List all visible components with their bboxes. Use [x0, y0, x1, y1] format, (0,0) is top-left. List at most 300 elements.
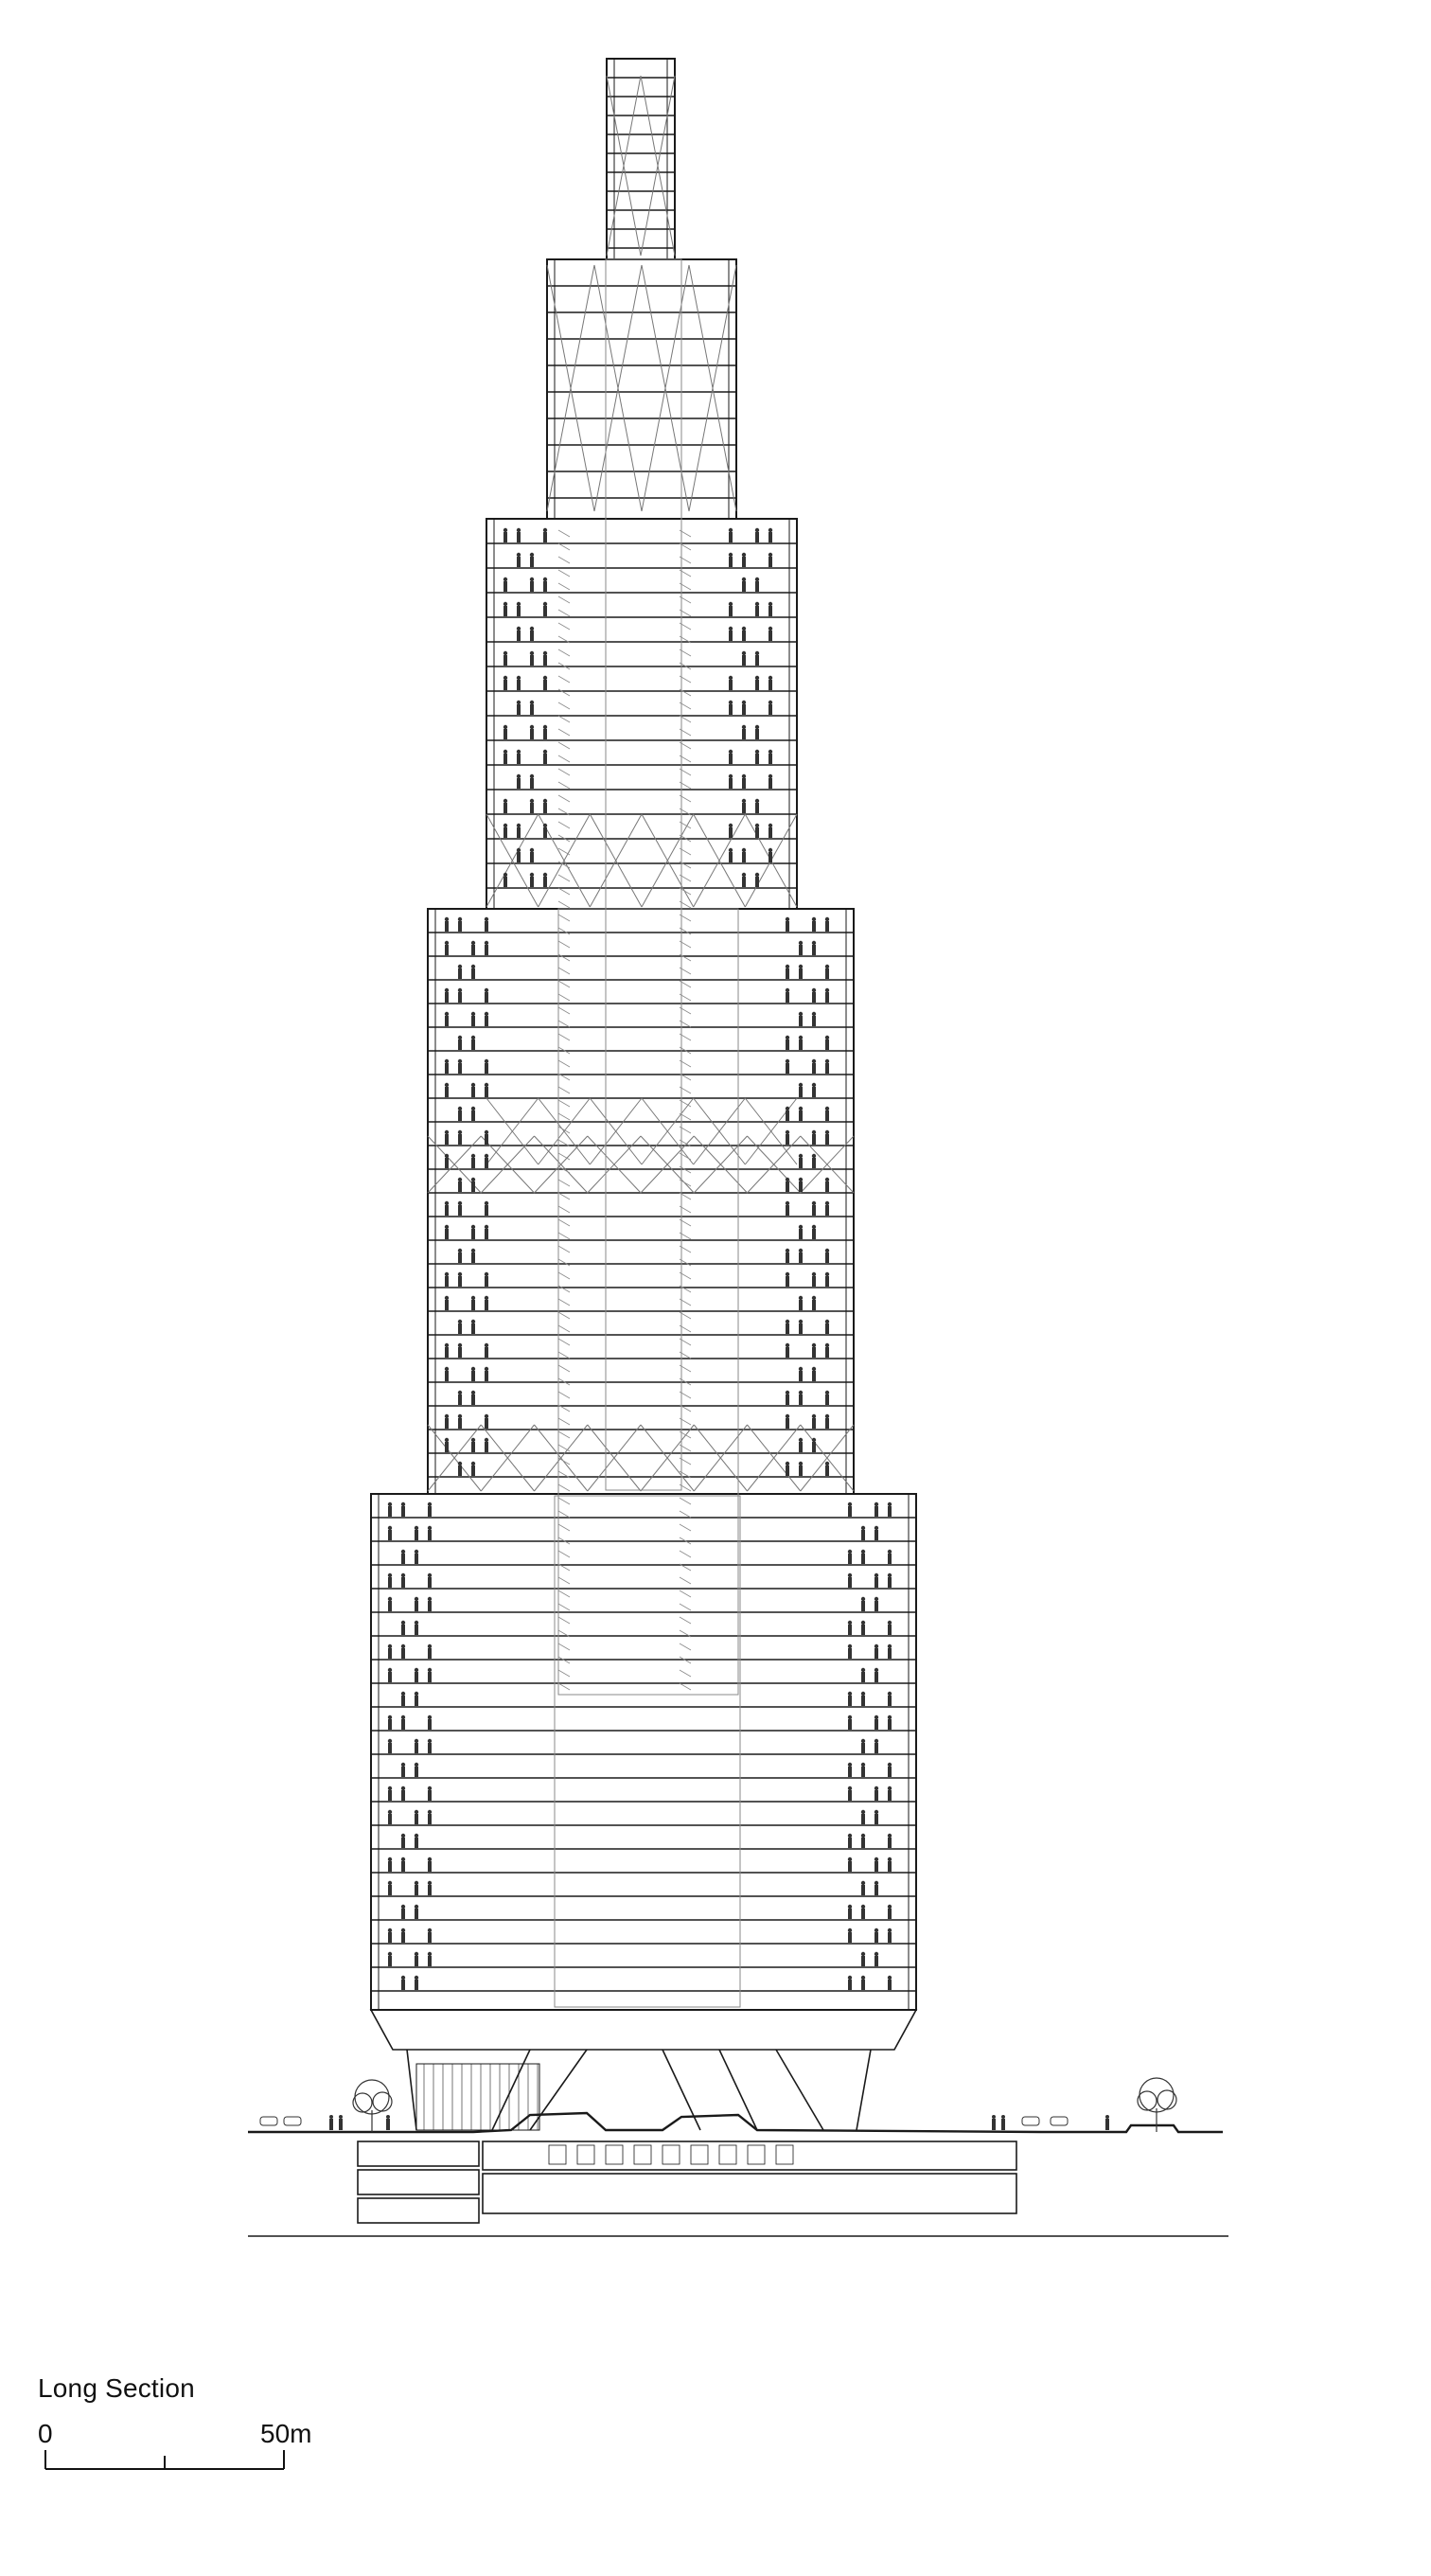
occupant-head — [458, 1462, 462, 1466]
occupant-body — [388, 1956, 392, 1966]
occupant-body — [445, 1229, 449, 1239]
occupant-head — [388, 1857, 392, 1861]
occupant-body — [799, 1229, 803, 1239]
occupant-body — [485, 1229, 488, 1239]
occupant-head — [888, 1834, 892, 1838]
occupant-head — [812, 917, 816, 921]
core-hatch — [558, 729, 570, 736]
occupant-head — [742, 848, 746, 852]
occupant-body — [825, 968, 829, 979]
tree-canopy — [1140, 2078, 1174, 2112]
occupant-head — [485, 1130, 488, 1134]
occupant-body — [768, 852, 772, 862]
occupant-body — [861, 1696, 865, 1706]
occupant-body — [825, 1134, 829, 1145]
core-hatch — [558, 610, 570, 616]
core-hatch — [558, 1643, 570, 1650]
occupant-body — [768, 680, 772, 690]
core-hatch — [680, 1498, 691, 1504]
occupant-body — [458, 1181, 462, 1192]
occupant-body — [445, 1087, 449, 1097]
occupant-head — [401, 1573, 405, 1577]
occupant-body — [755, 680, 759, 690]
core-hatch — [680, 1590, 691, 1597]
occupant-body — [755, 532, 759, 542]
basement-equipment — [691, 2145, 708, 2164]
occupant-body — [517, 532, 521, 542]
basement-equipment — [776, 2145, 793, 2164]
occupant-body — [530, 852, 534, 862]
occupant-body — [888, 1767, 892, 1777]
occupant-head — [517, 627, 521, 631]
occupant-body — [729, 557, 733, 567]
core-hatch — [680, 1524, 691, 1531]
occupant-body — [848, 1767, 852, 1777]
pedestrian-head — [386, 2115, 390, 2119]
occupant-body — [471, 1252, 475, 1263]
occupant-head — [825, 1107, 829, 1110]
occupant-body — [729, 606, 733, 616]
occupant-body — [401, 1554, 405, 1564]
ground-line — [248, 2113, 1223, 2132]
occupant-head — [504, 577, 507, 581]
occupant-head — [415, 1952, 418, 1956]
occupant-head — [888, 1692, 892, 1696]
occupant-head — [530, 873, 534, 877]
occupant-head — [812, 1225, 816, 1229]
occupant-head — [388, 1644, 392, 1648]
pedestrian-head — [1105, 2115, 1109, 2119]
column-angled — [776, 2050, 823, 2130]
core-hatch — [558, 994, 570, 1001]
occupant-body — [445, 1134, 449, 1145]
core-hatch — [558, 1352, 570, 1359]
occupant-head — [812, 1012, 816, 1016]
occupant-head — [517, 553, 521, 557]
occupant-body — [401, 1909, 405, 1919]
occupant-body — [768, 827, 772, 838]
occupant-head — [458, 1343, 462, 1347]
occupant-head — [888, 1502, 892, 1506]
tree-canopy — [1157, 2090, 1176, 2109]
occupant-body — [401, 1719, 405, 1730]
occupant-body — [861, 1838, 865, 1848]
occupant-head — [768, 528, 772, 532]
occupant-head — [445, 1012, 449, 1016]
occupant-head — [530, 848, 534, 852]
occupant-head — [485, 1414, 488, 1418]
occupant-body — [861, 1530, 865, 1540]
occupant-body — [786, 1252, 789, 1263]
core-hatch — [558, 1392, 570, 1398]
core-hatch — [558, 1206, 570, 1213]
vehicle-icon — [284, 2117, 301, 2125]
occupant-body — [812, 1300, 816, 1310]
occupant-head — [755, 528, 759, 532]
occupant-body — [786, 1395, 789, 1405]
occupant-body — [415, 1767, 418, 1777]
occupant-body — [874, 1790, 878, 1801]
occupant-head — [825, 1059, 829, 1063]
occupant-body — [888, 1838, 892, 1848]
occupant-head — [768, 701, 772, 704]
occupant-head — [812, 1130, 816, 1134]
core-hatch — [558, 954, 570, 961]
occupant-body — [485, 1158, 488, 1168]
core-hatch — [558, 1272, 570, 1279]
occupant-head — [517, 602, 521, 606]
occupant-head — [471, 1107, 475, 1110]
floor-slabs — [371, 78, 916, 1991]
occupant-head — [825, 1249, 829, 1252]
core-hatch — [680, 1551, 691, 1557]
occupant-head — [729, 750, 733, 754]
occupant-head — [428, 1526, 432, 1530]
occupant-head — [874, 1739, 878, 1743]
occupant-head — [445, 988, 449, 992]
occupant-body — [471, 1324, 475, 1334]
occupant-body — [861, 1885, 865, 1895]
occupant-head — [471, 1249, 475, 1252]
occupant-body — [517, 606, 521, 616]
occupant-head — [755, 725, 759, 729]
occupant-body — [543, 729, 547, 739]
occupant-body — [825, 921, 829, 932]
occupant-body — [504, 754, 507, 764]
occupant-head — [742, 701, 746, 704]
occupant-head — [874, 1786, 878, 1790]
occupant-head — [755, 602, 759, 606]
occupant-head — [861, 1763, 865, 1767]
occupant-body — [428, 1743, 432, 1753]
basement-equipment — [634, 2145, 651, 2164]
occupant-body — [768, 606, 772, 616]
occupant-head — [458, 1107, 462, 1110]
occupant-body — [428, 1530, 432, 1540]
occupant-head — [848, 1786, 852, 1790]
occupant-body — [812, 992, 816, 1003]
occupant-head — [729, 627, 733, 631]
occupant-body — [517, 704, 521, 715]
occupant-head — [861, 1526, 865, 1530]
occupant-body — [388, 1719, 392, 1730]
occupant-head — [504, 602, 507, 606]
occupant-head — [504, 750, 507, 754]
vehicle-icon — [260, 2117, 277, 2125]
occupant-body — [799, 1158, 803, 1168]
occupant-head — [401, 1644, 405, 1648]
occupant-head — [799, 1367, 803, 1371]
occupant-body — [445, 1016, 449, 1026]
occupant-head — [428, 1857, 432, 1861]
occupant-head — [755, 873, 759, 877]
core-hatch — [558, 1007, 570, 1014]
occupant-head — [768, 602, 772, 606]
core-hatch — [680, 1670, 691, 1677]
occupant-head — [458, 1036, 462, 1039]
occupant-body — [458, 1395, 462, 1405]
occupant-head — [825, 1343, 829, 1347]
core-hatch — [558, 1484, 570, 1491]
occupant-head — [755, 651, 759, 655]
occupant-body — [874, 1932, 878, 1943]
occupant-head — [388, 1668, 392, 1672]
basement-equipment — [662, 2145, 680, 2164]
scale-bar-start-label: 0 — [38, 2419, 53, 2448]
occupant-body — [874, 1648, 878, 1659]
occupant-head — [428, 1928, 432, 1932]
occupant-body — [445, 1347, 449, 1358]
occupant-body — [445, 945, 449, 955]
occupant-head — [530, 553, 534, 557]
occupant-body — [530, 803, 534, 813]
vehicle-icon — [1051, 2117, 1068, 2125]
occupant-head — [428, 1573, 432, 1577]
occupant-body — [428, 1719, 432, 1730]
occupant-body — [428, 1672, 432, 1682]
occupant-body — [825, 1347, 829, 1358]
occupant-head — [458, 1414, 462, 1418]
occupant-body — [799, 1181, 803, 1192]
occupant-head — [848, 1905, 852, 1909]
occupant-body — [401, 1625, 405, 1635]
occupant-body — [388, 1743, 392, 1753]
occupant-body — [415, 1696, 418, 1706]
occupant-body — [415, 1743, 418, 1753]
occupant-head — [888, 1905, 892, 1909]
occupant-head — [786, 1059, 789, 1063]
column-angled — [492, 2050, 530, 2130]
occupant-body — [471, 968, 475, 979]
pedestrian-body — [1105, 2119, 1109, 2130]
core-hatch — [558, 915, 570, 921]
occupant-head — [504, 676, 507, 680]
occupant-body — [471, 1466, 475, 1476]
occupant-head — [517, 750, 521, 754]
basement-equipment — [719, 2145, 736, 2164]
occupant-body — [517, 778, 521, 789]
occupant-body — [848, 1719, 852, 1730]
occupant-body — [485, 1276, 488, 1287]
occupant-head — [415, 1597, 418, 1601]
core-hatch — [558, 1193, 570, 1199]
core-hatch — [558, 689, 570, 696]
occupant-body — [848, 1577, 852, 1588]
core-hatch — [558, 928, 570, 934]
occupant-body — [825, 1276, 829, 1287]
occupant-head — [401, 1763, 405, 1767]
core-upper — [606, 259, 681, 1490]
occupant-head — [755, 750, 759, 754]
occupant-body — [848, 1909, 852, 1919]
occupant-body — [458, 1110, 462, 1121]
occupant-body — [504, 532, 507, 542]
occupant-head — [428, 1881, 432, 1885]
occupant-body — [799, 1016, 803, 1026]
occupant-head — [799, 1438, 803, 1442]
occupant-body — [530, 877, 534, 887]
occupant-body — [848, 1980, 852, 1990]
occupant-body — [401, 1577, 405, 1588]
occupant-head — [445, 1343, 449, 1347]
occupant-head — [799, 1320, 803, 1324]
occupant-body — [445, 1158, 449, 1168]
occupant-head — [768, 627, 772, 631]
core-hatch — [558, 742, 570, 749]
occupant-head — [812, 1201, 816, 1205]
occupant-body — [445, 1300, 449, 1310]
occupant-body — [786, 1466, 789, 1476]
occupant-head — [415, 1834, 418, 1838]
occupant-body — [888, 1861, 892, 1872]
column-angled — [407, 2050, 416, 2130]
occupant-head — [888, 1857, 892, 1861]
occupant-head — [786, 1414, 789, 1418]
occupant-body — [786, 1063, 789, 1074]
occupant-body — [485, 1063, 488, 1074]
occupant-head — [471, 1083, 475, 1087]
occupant-body — [812, 1418, 816, 1429]
occupant-body — [729, 754, 733, 764]
core-hatch — [558, 941, 570, 948]
occupant-head — [888, 1763, 892, 1767]
occupant-body — [471, 1087, 475, 1097]
occupant-head — [848, 1834, 852, 1838]
core-hatch — [558, 1034, 570, 1040]
occupant-body — [729, 827, 733, 838]
occupant-body — [471, 1395, 475, 1405]
basement-room — [358, 2170, 479, 2194]
occupant-body — [445, 1063, 449, 1074]
occupant-head — [401, 1786, 405, 1790]
occupant-body — [861, 1956, 865, 1966]
occupant-body — [742, 729, 746, 739]
core-hatch — [558, 649, 570, 656]
pedestrian-body — [339, 2119, 343, 2130]
occupant-body — [401, 1980, 405, 1990]
occupant-head — [428, 1786, 432, 1790]
occupant-body — [888, 1909, 892, 1919]
occupant-body — [388, 1932, 392, 1943]
occupant-body — [812, 1087, 816, 1097]
occupant-head — [729, 602, 733, 606]
occupant-body — [504, 581, 507, 592]
occupant-head — [401, 1857, 405, 1861]
occupant-head — [874, 1952, 878, 1956]
occupant-head — [504, 651, 507, 655]
occupant-body — [485, 1418, 488, 1429]
occupant-body — [755, 655, 759, 666]
occupant-body — [825, 1181, 829, 1192]
occupant-head — [458, 917, 462, 921]
occupant-body — [786, 1134, 789, 1145]
core-hatch — [558, 1180, 570, 1186]
pedestrian-head — [339, 2115, 343, 2119]
occupant-body — [471, 1110, 475, 1121]
occupant-body — [504, 729, 507, 739]
occupant-body — [471, 1229, 475, 1239]
core-hatch — [558, 583, 570, 590]
basement-room — [358, 2141, 479, 2166]
occupant-body — [799, 1087, 803, 1097]
occupant-body — [755, 827, 759, 838]
occupant-body — [786, 1276, 789, 1287]
basement-level-2 — [483, 2174, 1016, 2213]
occupant-head — [471, 1178, 475, 1181]
occupant-head — [825, 965, 829, 968]
basement-level-1 — [483, 2141, 1016, 2170]
occupant-body — [799, 1324, 803, 1334]
occupant-head — [428, 1952, 432, 1956]
occupant-body — [504, 606, 507, 616]
occupant-body — [485, 992, 488, 1003]
occupant-body — [543, 532, 547, 542]
occupant-head — [874, 1573, 878, 1577]
occupant-body — [768, 754, 772, 764]
core-hatch — [558, 596, 570, 603]
occupant-body — [729, 680, 733, 690]
occupant-body — [812, 1229, 816, 1239]
occupant-body — [388, 1814, 392, 1824]
occupant-body — [799, 1110, 803, 1121]
occupant-body — [825, 1039, 829, 1050]
basement-equipment — [577, 2145, 594, 2164]
occupant-head — [874, 1881, 878, 1885]
occupant-body — [415, 1956, 418, 1966]
occupant-body — [415, 1980, 418, 1990]
occupant-head — [786, 1036, 789, 1039]
occupant-head — [742, 873, 746, 877]
occupant-head — [729, 676, 733, 680]
occupant-head — [543, 824, 547, 827]
occupant-body — [825, 1395, 829, 1405]
transfer-truss — [371, 2010, 916, 2050]
street-trees — [260, 2078, 1176, 2132]
occupant-body — [799, 1300, 803, 1310]
occupant-head — [799, 1296, 803, 1300]
occupant-head — [458, 1130, 462, 1134]
occupant-head — [729, 701, 733, 704]
occupant-body — [742, 852, 746, 862]
occupant-body — [415, 1554, 418, 1564]
core-hatch — [558, 623, 570, 630]
occupant-head — [812, 1296, 816, 1300]
occupant-head — [401, 1692, 405, 1696]
occupant-head — [874, 1526, 878, 1530]
occupant-head — [786, 917, 789, 921]
occupant-body — [445, 1442, 449, 1452]
occupant-body — [504, 803, 507, 813]
core-lower — [555, 1496, 740, 2007]
occupant-body — [458, 921, 462, 932]
occupant-head — [848, 1976, 852, 1980]
occupant-head — [755, 799, 759, 803]
occupant-head — [888, 1786, 892, 1790]
occupant-head — [812, 1438, 816, 1442]
occupant-head — [812, 941, 816, 945]
occupant-head — [445, 1272, 449, 1276]
occupant-body — [874, 1719, 878, 1730]
occupant-body — [742, 778, 746, 789]
occupant-body — [471, 1039, 475, 1050]
occupant-head — [825, 1320, 829, 1324]
occupant-body — [812, 921, 816, 932]
occupant-body — [415, 1672, 418, 1682]
occupant-head — [543, 799, 547, 803]
occupant-body — [428, 1814, 432, 1824]
occupant-head — [415, 1976, 418, 1980]
occupant-body — [517, 631, 521, 641]
